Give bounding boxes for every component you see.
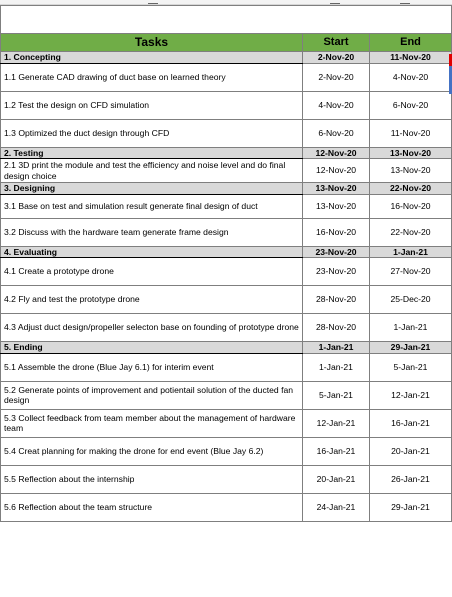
start-date-cell[interactable]: 6-Nov-20 bbox=[303, 119, 370, 147]
header-tasks[interactable]: Tasks bbox=[1, 34, 303, 52]
task-cell[interactable]: 5.1 Assemble the drone (Blue Jay 6.1) for interim event bbox=[1, 353, 303, 381]
column-marker bbox=[330, 0, 340, 4]
start-date-cell[interactable]: 23-Nov-20 bbox=[303, 258, 370, 286]
task-cell[interactable]: 5.6 Reflection about the team structure bbox=[1, 493, 303, 521]
phase-row bbox=[1, 342, 452, 354]
task-row bbox=[1, 159, 452, 183]
task-cell[interactable]: 5. Ending bbox=[1, 342, 303, 354]
start-date-cell[interactable]: 28-Nov-20 bbox=[303, 314, 370, 342]
task-row bbox=[1, 218, 452, 246]
task-row bbox=[1, 286, 452, 314]
task-row bbox=[1, 314, 452, 342]
task-cell[interactable]: 5.4 Creat planning for making the drone for end event (Blue Jay 6.2) bbox=[1, 437, 303, 465]
end-date-cell[interactable]: 13-Nov-20 bbox=[370, 159, 452, 183]
task-cell[interactable]: 5.3 Collect feedback from team member about the management of hardware team bbox=[1, 409, 303, 437]
task-cell[interactable]: 3. Designing bbox=[1, 183, 303, 195]
start-date-cell[interactable]: 13-Nov-20 bbox=[303, 194, 370, 218]
end-date-cell[interactable]: 4-Nov-20 bbox=[370, 63, 452, 91]
task-row bbox=[1, 465, 452, 493]
project-schedule-table bbox=[0, 33, 452, 522]
task-row bbox=[1, 409, 452, 437]
task-cell[interactable]: 1. Concepting bbox=[1, 52, 303, 64]
table-header-row bbox=[1, 34, 452, 52]
header-end[interactable]: End bbox=[370, 34, 452, 52]
task-row bbox=[1, 493, 452, 521]
task-cell[interactable]: 1.1 Generate CAD drawing of duct base on learned theory bbox=[1, 63, 303, 91]
end-date-cell[interactable]: 5-Jan-21 bbox=[370, 353, 452, 381]
start-date-cell[interactable]: 12-Nov-20 bbox=[303, 159, 370, 183]
task-cell[interactable]: 1.3 Optimized the duct design through CFD bbox=[1, 119, 303, 147]
end-date-cell[interactable]: 11-Nov-20 bbox=[370, 119, 452, 147]
task-cell[interactable]: 1.2 Test the design on CFD simulation bbox=[1, 91, 303, 119]
task-cell[interactable]: 5.2 Generate points of improvement and potientail solution of the ducted fan design bbox=[1, 381, 303, 409]
start-date-cell[interactable]: 1-Jan-21 bbox=[303, 342, 370, 354]
column-marker bbox=[148, 0, 158, 4]
end-date-cell[interactable]: 22-Nov-20 bbox=[370, 183, 452, 195]
task-cell[interactable]: 2.1 3D print the module and test the efficiency and noise level and do final design choice bbox=[1, 159, 303, 183]
task-row bbox=[1, 194, 452, 218]
end-date-cell[interactable]: 12-Jan-21 bbox=[370, 381, 452, 409]
end-date-cell[interactable]: 1-Jan-21 bbox=[370, 314, 452, 342]
start-date-cell[interactable]: 12-Nov-20 bbox=[303, 147, 370, 159]
start-date-cell[interactable]: 23-Nov-20 bbox=[303, 246, 370, 258]
end-date-cell[interactable]: 22-Nov-20 bbox=[370, 218, 452, 246]
task-cell[interactable]: 4. Evaluating bbox=[1, 246, 303, 258]
task-row bbox=[1, 381, 452, 409]
start-date-cell[interactable]: 16-Jan-21 bbox=[303, 437, 370, 465]
start-date-cell[interactable]: 5-Jan-21 bbox=[303, 381, 370, 409]
task-row bbox=[1, 91, 452, 119]
start-date-cell[interactable]: 13-Nov-20 bbox=[303, 183, 370, 195]
column-marker bbox=[400, 0, 410, 4]
task-row bbox=[1, 258, 452, 286]
start-date-cell[interactable]: 12-Jan-21 bbox=[303, 409, 370, 437]
start-date-cell[interactable]: 2-Nov-20 bbox=[303, 52, 370, 64]
task-cell[interactable]: 4.1 Create a prototype drone bbox=[1, 258, 303, 286]
phase-row bbox=[1, 52, 452, 64]
task-row bbox=[1, 353, 452, 381]
phase-row bbox=[1, 147, 452, 159]
end-date-cell[interactable]: 1-Jan-21 bbox=[370, 246, 452, 258]
task-cell[interactable]: 4.3 Adjust duct design/propeller selecton base on founding of prototype drone bbox=[1, 314, 303, 342]
start-date-cell[interactable]: 1-Jan-21 bbox=[303, 353, 370, 381]
task-row bbox=[1, 119, 452, 147]
phase-row bbox=[1, 246, 452, 258]
end-date-cell[interactable]: 6-Nov-20 bbox=[370, 91, 452, 119]
end-date-cell[interactable]: 20-Jan-21 bbox=[370, 437, 452, 465]
end-date-cell[interactable]: 27-Nov-20 bbox=[370, 258, 452, 286]
end-date-cell[interactable]: 26-Jan-21 bbox=[370, 465, 452, 493]
phase-row bbox=[1, 183, 452, 195]
start-date-cell[interactable]: 16-Nov-20 bbox=[303, 218, 370, 246]
end-date-cell[interactable]: 13-Nov-20 bbox=[370, 147, 452, 159]
task-cell[interactable]: 4.2 Fly and test the prototype drone bbox=[1, 286, 303, 314]
start-date-cell[interactable]: 20-Jan-21 bbox=[303, 465, 370, 493]
header-start[interactable]: Start bbox=[303, 34, 370, 52]
start-date-cell[interactable]: 28-Nov-20 bbox=[303, 286, 370, 314]
end-date-cell[interactable]: 29-Jan-21 bbox=[370, 342, 452, 354]
end-date-cell[interactable]: 25-Dec-20 bbox=[370, 286, 452, 314]
end-date-cell[interactable]: 16-Jan-21 bbox=[370, 409, 452, 437]
task-row bbox=[1, 63, 452, 91]
end-date-cell[interactable]: 16-Nov-20 bbox=[370, 194, 452, 218]
task-cell[interactable]: 2. Testing bbox=[1, 147, 303, 159]
end-date-cell[interactable]: 11-Nov-20 bbox=[370, 52, 452, 64]
start-date-cell[interactable]: 2-Nov-20 bbox=[303, 63, 370, 91]
end-date-cell[interactable]: 29-Jan-21 bbox=[370, 493, 452, 521]
start-date-cell[interactable]: 24-Jan-21 bbox=[303, 493, 370, 521]
task-cell[interactable]: 3.2 Discuss with the hardware team generate frame design bbox=[1, 218, 303, 246]
start-date-cell[interactable]: 4-Nov-20 bbox=[303, 91, 370, 119]
task-row bbox=[1, 437, 452, 465]
task-cell[interactable]: 3.1 Base on test and simulation result generate final design of duct bbox=[1, 194, 303, 218]
blank-spreadsheet-row[interactable] bbox=[0, 5, 452, 33]
task-cell[interactable]: 5.5 Reflection about the internship bbox=[1, 465, 303, 493]
